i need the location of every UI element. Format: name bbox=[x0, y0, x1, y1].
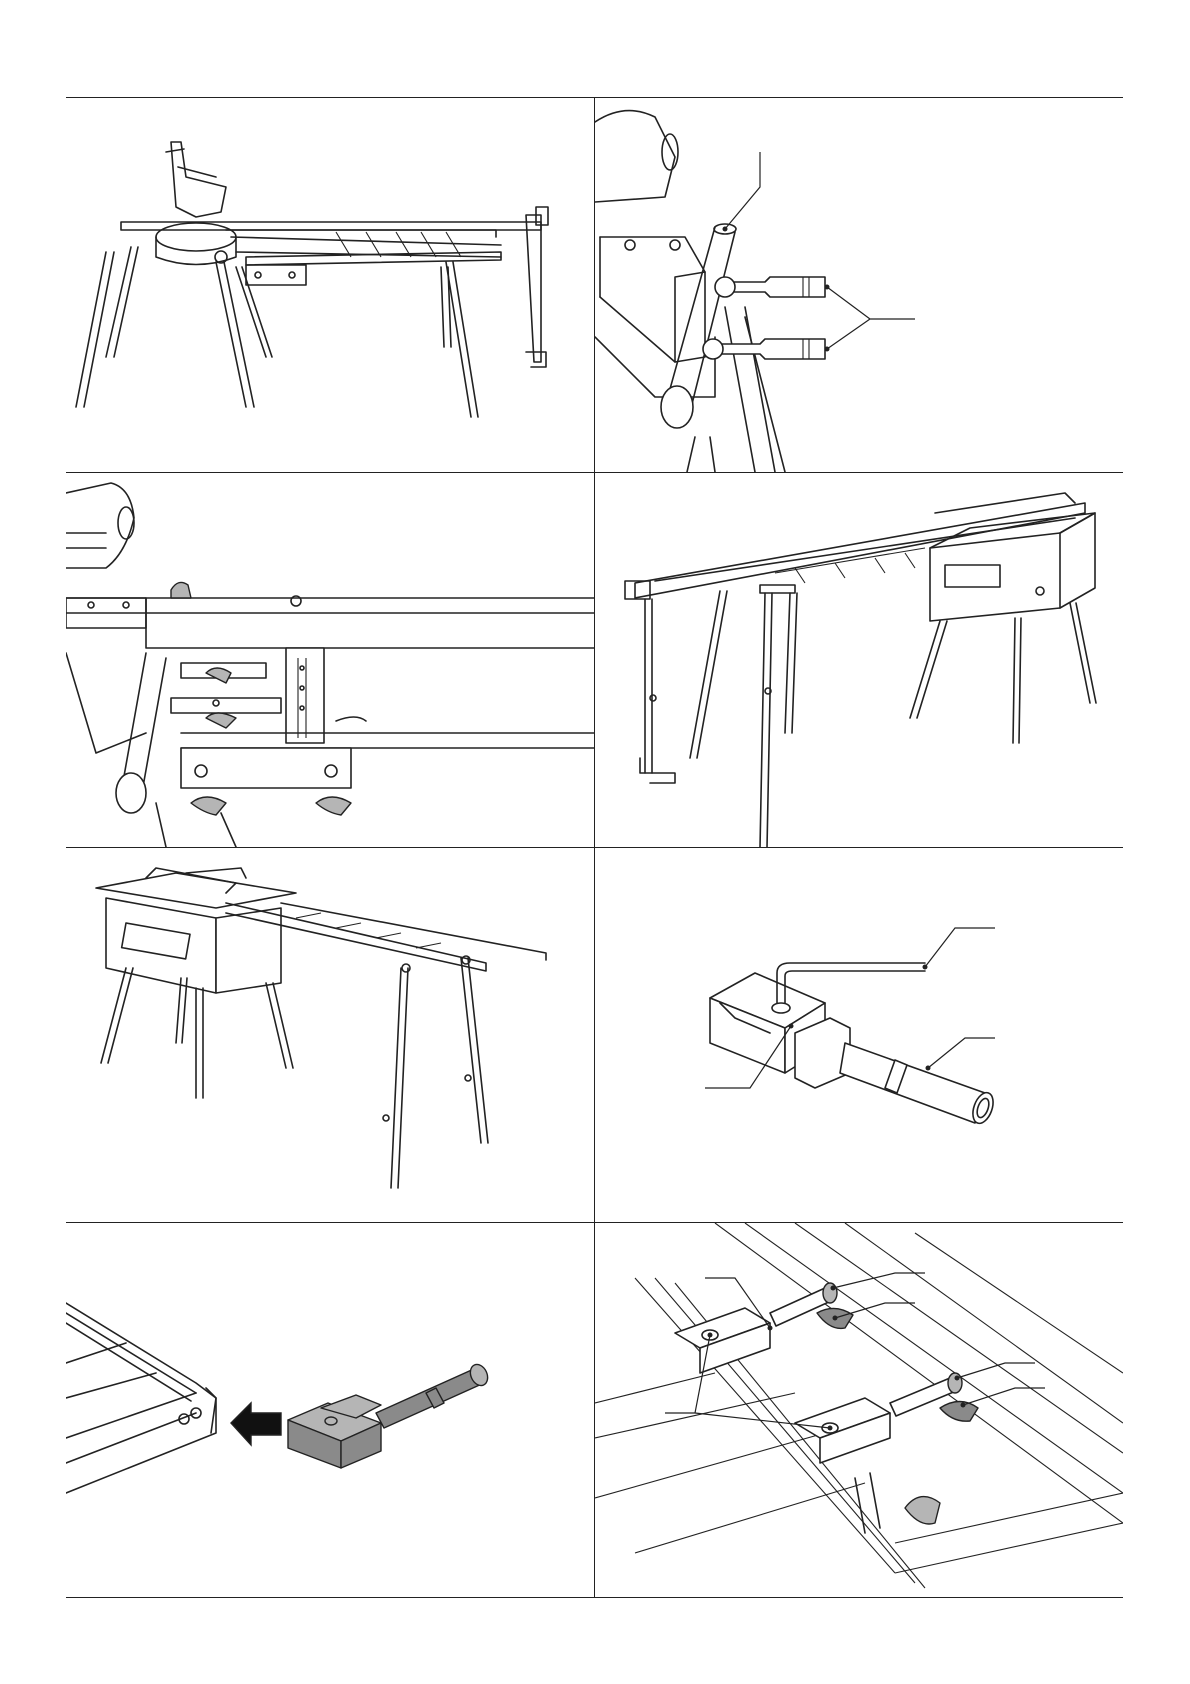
figure-clamp-bracket bbox=[595, 848, 1123, 1222]
figure-grid bbox=[66, 97, 1123, 1597]
figure-table-saw-extension bbox=[595, 473, 1123, 847]
figure-brackets-on-rail bbox=[595, 1223, 1123, 1597]
figure-miter-saw-stand bbox=[66, 97, 594, 472]
figure-support-bar-detail bbox=[595, 97, 1123, 472]
figure-table-saw-frame bbox=[66, 848, 594, 1222]
figure-rail-mount-detail bbox=[66, 473, 594, 847]
grid-divider-bottom bbox=[66, 1597, 1123, 1598]
figure-bracket-attach bbox=[66, 1223, 594, 1597]
